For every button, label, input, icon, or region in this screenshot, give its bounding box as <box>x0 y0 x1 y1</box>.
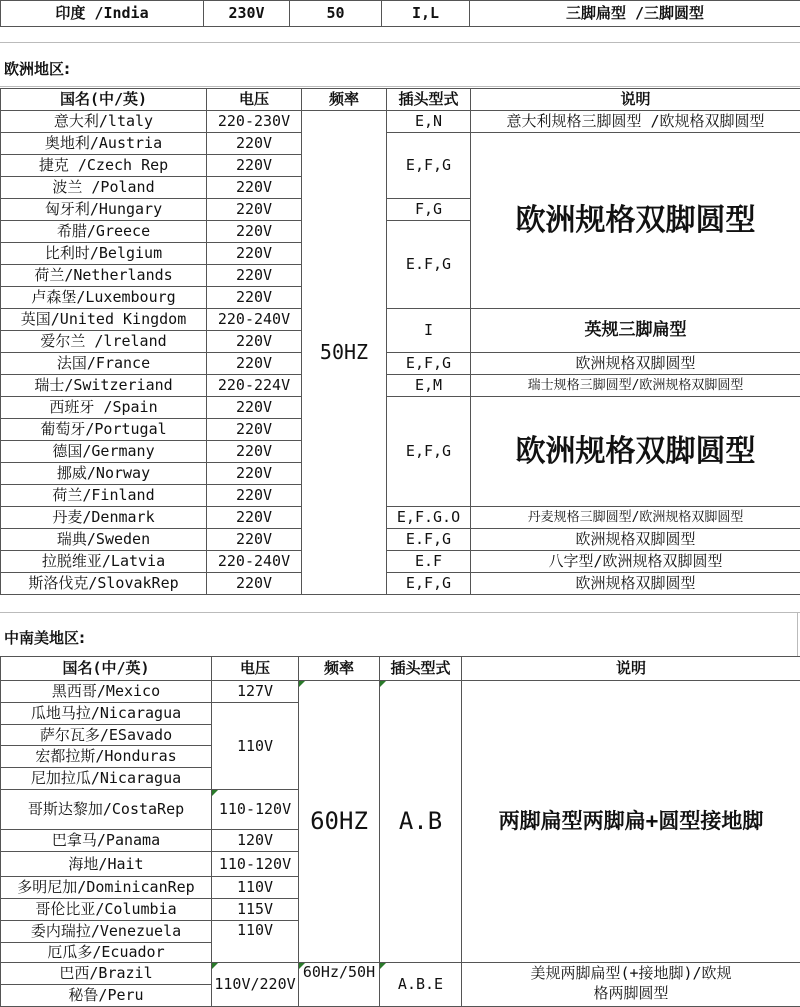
plug-type: E,N <box>387 111 471 133</box>
voltage-value: 220V <box>207 419 302 441</box>
plug-type: E.F,G <box>387 221 471 309</box>
country-name: 委内瑞拉/Venezuela <box>1 921 212 943</box>
voltage-text: 110V/220V <box>214 975 295 993</box>
voltage-value: 220V <box>207 397 302 419</box>
voltage-value: 220V <box>207 177 302 199</box>
voltage-value: 220V <box>207 441 302 463</box>
voltage-value: 220-230V <box>207 111 302 133</box>
europe-table <box>0 88 800 595</box>
europe-section-title: 欧洲地区: <box>4 58 70 79</box>
plug-type: E,M <box>387 375 471 397</box>
voltage-value: 220V <box>207 199 302 221</box>
country-name: 奥地利/Austria <box>1 133 207 155</box>
note: 丹麦规格三脚圆型/欧洲规格双脚圆型 <box>471 507 800 529</box>
plug-type: E.F <box>387 551 471 573</box>
freq-cell: 50 <box>290 1 382 27</box>
note: 欧洲规格双脚圆型 <box>471 397 800 507</box>
note: 欧洲规格双脚圆型 <box>471 353 800 375</box>
plug-type: E,F,G <box>387 397 471 507</box>
country-name: 爱尔兰 /lreland <box>1 331 207 353</box>
header-note: 说明 <box>462 657 800 681</box>
grid-line <box>0 42 800 43</box>
grid-line <box>0 612 800 613</box>
header-country: 国名(中/英) <box>1 657 212 681</box>
plug-text: A.B <box>399 807 442 835</box>
note: 两脚扁型两脚扁+圆型接地脚 <box>462 681 800 963</box>
voltage-text: 110-120V <box>219 800 291 818</box>
country-name: 德国/Germany <box>1 441 207 463</box>
frequency-text: 60Hz/50H <box>303 963 375 981</box>
voltage-value: 220V <box>207 353 302 375</box>
country-name: 秘鲁/Peru <box>1 985 212 1007</box>
country-name: 巴拿马/Panama <box>1 830 212 852</box>
country-name: 荷兰/Finland <box>1 485 207 507</box>
country-name: 捷克 /Czech Rep <box>1 155 207 177</box>
comment-marker <box>212 963 218 969</box>
plug-type: F,G <box>387 199 471 221</box>
grid-line <box>0 86 800 87</box>
comment-marker <box>299 963 305 969</box>
country-name: 瓜地马拉/Nicaragua <box>1 703 212 725</box>
voltage-value: 127V <box>212 681 299 703</box>
header-note: 说明 <box>471 89 800 111</box>
plug-type: E,F.G.O <box>387 507 471 529</box>
voltage-value: 220V <box>207 221 302 243</box>
frequency-text: 60HZ <box>310 807 368 835</box>
country-name: 多明尼加/DominicanRep <box>1 877 212 899</box>
plug-type: E.F,G <box>387 529 471 551</box>
voltage-value: 220V <box>207 155 302 177</box>
note: 瑞士规格三脚圆型/欧洲规格双脚圆型 <box>471 375 800 397</box>
voltage-value: 220-240V <box>207 551 302 573</box>
note: 欧洲规格双脚圆型 <box>471 133 800 309</box>
note: 英规三脚扁型 <box>471 309 800 353</box>
latam-section-title: 中南美地区: <box>4 627 85 648</box>
country-name: 哥伦比亚/Columbia <box>1 899 212 921</box>
voltage-cell: 230V <box>204 1 290 27</box>
country-name: 意大利/ltaly <box>1 111 207 133</box>
header-plug: 插头型式 <box>380 657 462 681</box>
country-name: 丹麦/Denmark <box>1 507 207 529</box>
country-name: 比利时/Belgium <box>1 243 207 265</box>
comment-marker <box>212 790 218 796</box>
voltage-value: 110-120V <box>212 852 299 877</box>
frequency-value: 50HZ <box>302 111 387 595</box>
comment-marker <box>380 681 386 687</box>
voltage-value: 220V <box>207 243 302 265</box>
comment-marker <box>380 963 386 969</box>
voltage-value: 110V <box>212 703 299 790</box>
voltage-value <box>212 790 299 830</box>
note: 欧洲规格双脚圆型 <box>471 573 800 595</box>
country-name: 黑西哥/Mexico <box>1 681 212 703</box>
voltage-value: 220V <box>207 265 302 287</box>
voltage-value: 220V <box>207 463 302 485</box>
country-name: 葡萄牙/Portugal <box>1 419 207 441</box>
voltage-value: 110V <box>212 921 299 963</box>
country-name: 法国/France <box>1 353 207 375</box>
frequency-value <box>299 681 380 963</box>
country-cell: 印度 /India <box>1 1 204 27</box>
country-name: 斯洛伐克/SlovakRep <box>1 573 207 595</box>
plug-type: I <box>387 309 471 353</box>
country-name: 卢森堡/Luxembourg <box>1 287 207 309</box>
header-plug: 插头型式 <box>387 89 471 111</box>
voltage-value: 220V <box>207 573 302 595</box>
country-name: 哥斯达黎加/CostaRep <box>1 790 212 830</box>
note-cell: 三脚扁型 /三脚圆型 <box>470 1 800 27</box>
header-frequency: 频率 <box>302 89 387 111</box>
country-name: 厄瓜多/Ecuador <box>1 943 212 963</box>
plug-type <box>380 681 462 963</box>
country-name: 挪威/Norway <box>1 463 207 485</box>
note: 意大利规格三脚圆型 /欧规格双脚圆型 <box>471 111 800 133</box>
comment-marker <box>299 681 305 687</box>
voltage-value: 110V <box>212 877 299 899</box>
voltage-value: 220V <box>207 287 302 309</box>
plug-type: E,F,G <box>387 573 471 595</box>
voltage-value: 220V <box>207 485 302 507</box>
voltage-value: 115V <box>212 899 299 921</box>
note: 八字型/欧洲规格双脚圆型 <box>471 551 800 573</box>
country-name: 宏都拉斯/Honduras <box>1 746 212 768</box>
voltage-value: 220V <box>207 507 302 529</box>
voltage-value: 220V <box>207 331 302 353</box>
country-name: 巴西/Brazil <box>1 963 212 985</box>
voltage-value: 220V <box>207 529 302 551</box>
country-name: 匈牙利/Hungary <box>1 199 207 221</box>
country-name: 瑞士/Switzeriand <box>1 375 207 397</box>
country-name: 波兰 /Poland <box>1 177 207 199</box>
country-name: 希腊/Greece <box>1 221 207 243</box>
header-voltage: 电压 <box>207 89 302 111</box>
country-name: 瑞典/Sweden <box>1 529 207 551</box>
plug-text: A.B.E <box>398 975 443 993</box>
country-name: 萨尔瓦多/ESavado <box>1 725 212 746</box>
plug-type: E,F,G <box>387 353 471 375</box>
note-line-2: 格两脚圆型 <box>593 984 668 1002</box>
country-name: 荷兰/Netherlands <box>1 265 207 287</box>
voltage-value: 220-224V <box>207 375 302 397</box>
top-row-table <box>0 0 800 27</box>
plug-cell: I,L <box>382 1 470 27</box>
note-line-1: 美规两脚扁型(+接地脚)/欧规 <box>530 964 731 982</box>
plug-type: E,F,G <box>387 133 471 199</box>
country-name: 西班牙 /Spain <box>1 397 207 419</box>
country-name: 英国/United Kingdom <box>1 309 207 331</box>
country-name: 海地/Hait <box>1 852 212 877</box>
header-voltage: 电压 <box>212 657 299 681</box>
country-name: 拉脱维亚/Latvia <box>1 551 207 573</box>
voltage-value: 220-240V <box>207 309 302 331</box>
voltage-value: 120V <box>212 830 299 852</box>
note: 欧洲规格双脚圆型 <box>471 529 800 551</box>
header-country: 国名(中/英) <box>1 89 207 111</box>
header-frequency: 频率 <box>299 657 380 681</box>
voltage-value: 220V <box>207 133 302 155</box>
country-name: 尼加拉瓜/Nicaragua <box>1 768 212 790</box>
grid-line-vertical <box>797 612 798 656</box>
latam-table <box>0 656 800 1007</box>
